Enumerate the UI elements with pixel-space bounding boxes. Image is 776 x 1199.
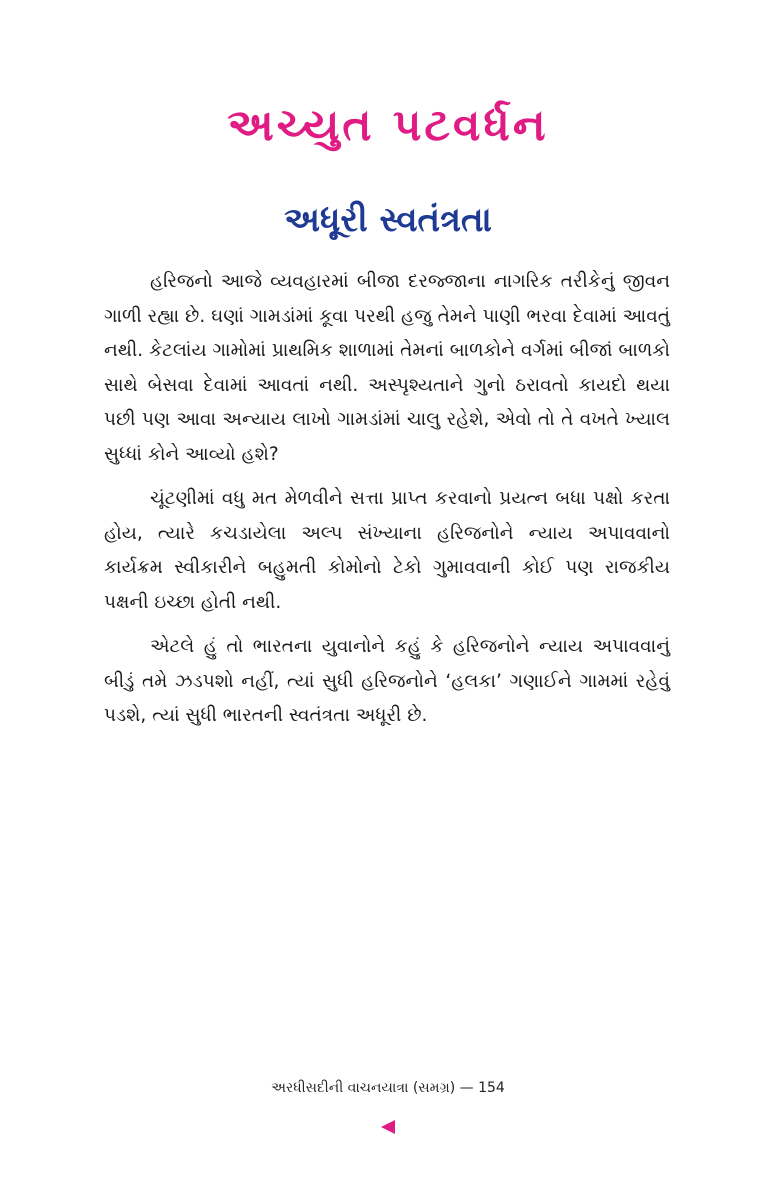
article-body (104, 265, 670, 744)
paragraph-2: ચૂંટણીમાં વધુ મત મેળવીને સત્તા પ્રાપ્ત કરવાનો પ્રયત્ન બધા પક્ષો કરતા હોય, ત્યારે કચડાયેલા અલ્પ સંખ્યાના હરિજનોને ન્યાય અપાવવાનો કાર્યક્રમ સ્વીકારીને બહુમતી કોમોનો ટેકો ગુમાવવાની કોઈ પણ રાજકીય પક્ષની ઇચ્છા હોતી નથી. (104, 488, 670, 613)
author-name: અચ્યુત પટવર્ધન (227, 100, 549, 151)
article-title: અધૂરી સ્વતંત્રતા (284, 200, 492, 240)
page-footer: અરધીસદીની વાચનયાત્રા (સમગ્ર) — 154 (271, 1080, 505, 1096)
paragraph-3: એટલે હું તો ભારતના યુવાનોને કહું કે હરિજનોને ન્યાય અપાવવાનું બીડું તમે ઝડપશો નહીં, ત્યાં સુધી હરિજનોને ‘હલકા’ ગણાઈને ગામમાં રહેવું પડશે, ત્યાં સુધી ભારતની સ્વતંત્રતા અધૂરી છે. (104, 636, 670, 726)
paragraph-1: હરિજનો આજે વ્યવહારમાં બીજા દરજ્જાના નાગરિક તરીકેનું જીવન ગાળી રહ્યા છે. ઘણાં ગામડાંમાં કૂવા પરથી હજુ તેમને પાણી ભરવા દેવામાં આવતું નથી. કેટલાંય ગામોમાં પ્રાથમિક શાળામાં તેમનાં બાળકોને વર્ગમાં બીજાં બાળકો સાથે બેસવા દેવામાં આવતાં નથી. અસ્પૃશ્યતાને ગુનો ઠરાવતો કાયદો થયા પછી પણ આવા અન્યાય લાખો ગામડાંમાં ચાલુ રહેશે, એવો તો તે વખતે ખ્યાલ સુધ્ધાં કોને આવ્યો હશે? (104, 271, 670, 465)
previous-page-arrow-icon[interactable] (381, 1120, 395, 1134)
